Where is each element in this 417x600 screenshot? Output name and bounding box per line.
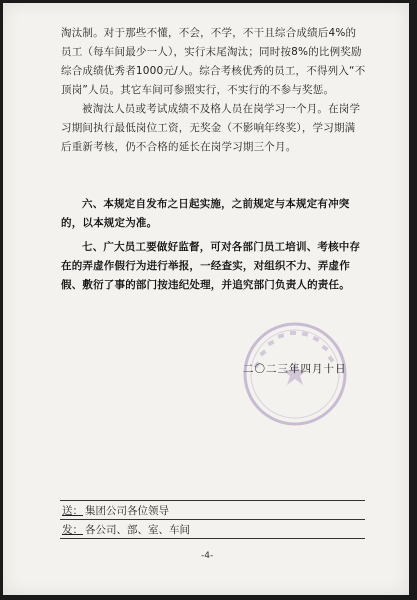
divider-top [60, 500, 365, 501]
issue-recipients: 各公司、部、室、车间 [85, 524, 190, 536]
issue-label: 发： [62, 524, 83, 536]
divider-bottom [60, 538, 365, 539]
document-page [3, 3, 409, 595]
paragraph-article-six: 六、本规定自发布之日起实施，之前规定与本规定有冲突的，以本规定为准。 [61, 198, 350, 229]
send-to-line [62, 503, 169, 518]
page-number: -4- [201, 551, 214, 561]
send-recipients: 集团公司各位领导 [85, 505, 169, 517]
issue-date: 二〇二三年四月十日 [243, 363, 347, 375]
issue-to-line [62, 522, 190, 537]
paragraph-article-seven: 七、广大员工要做好监督，可对各部门员工培训、考核中存在的弄虚作假行为进行举报，一经查实，对组织不力、弄虚作假、敷衍了事的部门按违纪处理，并追究部门负责人的责任。 [61, 241, 361, 291]
paragraph-probation-rule: 被淘汰人员或考试成绩不及格人员在岗学习一个月。在岗学习期间执行最低岗位工资，无奖金（不影响年终奖），学习期满后重新考核，仍不合格的延长在岗学习期三个月。 [61, 103, 361, 153]
paragraph-elimination-rule: 淘汰制。对于那些不懂，不会，不学，不干且综合成绩后4%的员工（每车间最少一人），实行末尾淘汰；同时按8%的比例奖励综合成绩优秀者1000元/人。综合考核优秀的员工，不得列入“不顶岗”人员。其它车间可参照实行，不实行的不参与奖惩。 [61, 27, 366, 96]
divider-middle [60, 519, 365, 520]
send-label: 送： [62, 505, 83, 517]
